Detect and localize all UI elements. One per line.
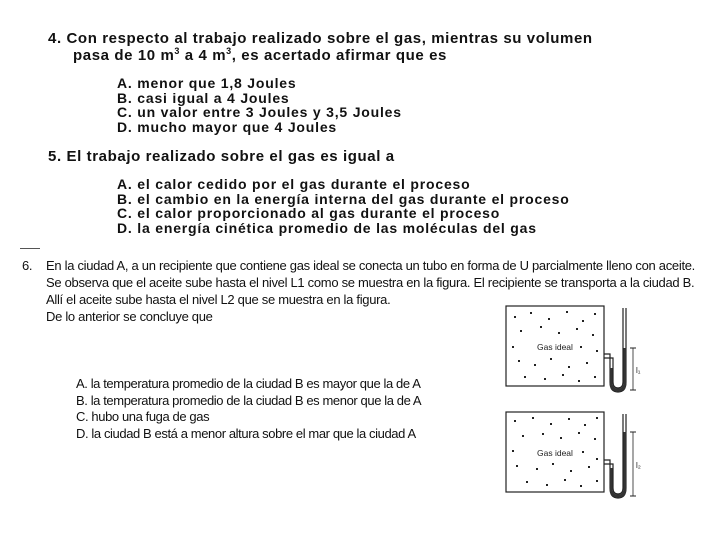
u-tube-inner — [604, 414, 623, 494]
option-b[interactable]: B. la temperatura promedio de la ciudad B es menor que la de A — [76, 392, 422, 408]
question-4-line2-post: , es acertado afirmar que es — [231, 47, 447, 64]
question-6-number: 6. — [22, 258, 33, 273]
option-c[interactable]: C. un valor entre 3 Joules y 3,5 Joules — [117, 104, 402, 120]
option-a[interactable]: A. el calor cedido por el gas durante el proceso — [117, 176, 471, 192]
question-4 — [48, 31, 593, 63]
level-l1-label: l₁ — [636, 366, 641, 375]
question-6-line-3: Allí el aceite sube hasta el nivel L2 que se muestra en la figura. — [46, 292, 391, 307]
superscript-1: 3 — [174, 46, 181, 56]
option-a[interactable]: A. menor que 1,8 Joules — [117, 75, 297, 91]
gas-label: Gas ideal — [537, 342, 573, 352]
question-4-line2-pre: pasa de 10 m — [73, 47, 175, 64]
gas-label: Gas ideal — [537, 448, 573, 458]
question-5-number: 5. — [48, 148, 62, 165]
figure-city-a — [500, 302, 650, 397]
option-c[interactable]: C. el calor proporcionado al gas durante el proceso — [117, 205, 501, 221]
question-5 — [48, 149, 395, 164]
option-d[interactable]: D. la ciudad B está a menor altura sobre el mar que la ciudad A — [76, 425, 416, 441]
question-5-text: El trabajo realizado sobre el gas es igual a — [66, 148, 395, 165]
question-5-options — [117, 177, 570, 235]
question-6-line-4: De lo anterior se concluye que — [46, 309, 213, 324]
option-d[interactable]: D. mucho mayor que 4 Joules — [117, 118, 337, 135]
question-4-line2-mid: a 4 m — [180, 47, 227, 64]
question-4-number: 4. — [48, 30, 62, 47]
question-4-options — [117, 76, 402, 134]
option-d[interactable]: D. la energía cinética promedio de las moléculas del gas — [117, 219, 537, 236]
option-b[interactable]: B. el cambio en la energía interna del gas durante el proceso — [117, 190, 570, 207]
question-6-line-2: Se observa que el aceite sube hasta el nivel L1 como se muestra en la figura. El recipiente se transporta a la ciudad B. — [46, 275, 695, 290]
question-4-text: Con respecto al trabajo realizado sobre el gas, mientras su volumen — [66, 30, 593, 47]
level-l2-label: l₂ — [636, 461, 641, 470]
figure-city-b — [500, 408, 650, 503]
option-c[interactable]: C. hubo una fuga de gas — [76, 409, 210, 424]
question-6-options — [76, 376, 421, 442]
option-b[interactable]: B. casi igual a 4 Joules — [117, 89, 290, 106]
separator-line — [20, 248, 40, 249]
question-4-line-1 — [48, 31, 593, 46]
superscript-2: 3 — [226, 46, 232, 56]
option-a[interactable]: A. la temperatura promedio de la ciudad B es mayor que la de A — [76, 376, 421, 391]
question-4-line-2 — [73, 48, 593, 63]
question-6-line-1: En la ciudad A, a un recipiente que contiene gas ideal se conecta un tubo en forma de U parcialmente lleno con aceite. — [46, 258, 695, 273]
u-tube-inner — [604, 308, 623, 388]
